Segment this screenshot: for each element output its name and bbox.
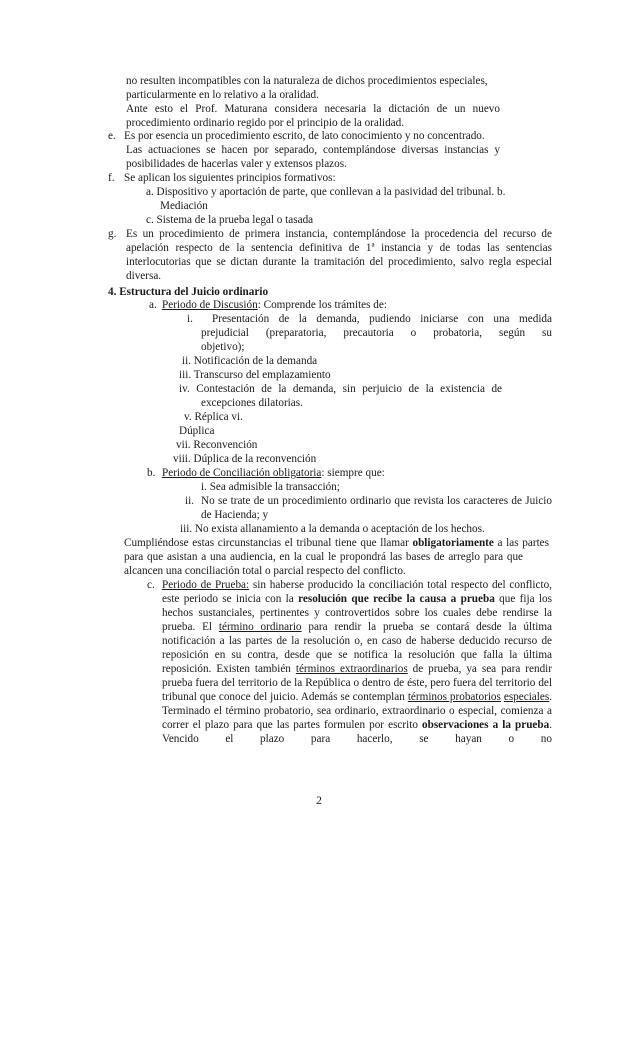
text-line: particularmente en lo relativo a la oralidad.	[126, 89, 319, 101]
text-line	[162, 662, 552, 676]
text-line: para que asistan a una audiencia, en la cual le propondrá las bases de arreglo para que	[124, 551, 523, 563]
text-line: interlocutorias que se dictan durante la tramitación del procedimiento, salvo regla especial	[126, 256, 552, 268]
subsection-line	[162, 298, 387, 312]
subsection-line	[162, 466, 385, 480]
page-number: 2	[316, 795, 322, 807]
list-marker: g.	[108, 228, 117, 240]
text-span: de prueba, ya sea para rendir	[407, 663, 552, 675]
text-line: posibilidades de hacerlas valer y extensos plazos.	[126, 158, 347, 170]
text-line: Las actuaciones se hacen por separado, contemplándose diversas instancias y	[126, 144, 500, 156]
text-line: prejudicial (preparatoria, precautoria o probatoria, según su	[201, 327, 552, 339]
text-line: procedimiento ordinario regido por el principio de la oralidad.	[126, 117, 405, 129]
text-line: No se trate de un procedimiento ordinario que revista los caracteres de Juicio	[201, 495, 552, 507]
text-line: Mediación	[160, 200, 208, 212]
text-line	[162, 620, 552, 634]
underlined-term: especiales	[503, 691, 550, 703]
text-line: de Hacienda; y	[201, 509, 269, 521]
text-line	[162, 690, 552, 704]
bold-term: obligatoriamente	[412, 537, 494, 549]
subsection-title: Periodo de Prueba:	[162, 579, 250, 591]
bold-term: observaciones a la prueba	[422, 719, 550, 731]
text-line: notificación a las partes de la resolución o, en caso de haberse deducido recurso de	[162, 635, 552, 647]
text-span: sin haberse producido la conciliación total respecto del conflicto,	[249, 579, 552, 591]
subsection-title: Periodo de Conciliación obligatoria	[162, 467, 322, 479]
text-line: Es un procedimiento de primera instancia, contemplándose la procedencia del recurso de	[126, 228, 552, 240]
text-span: reposición. Existen también	[162, 663, 296, 675]
text-span: a las partes	[493, 537, 549, 549]
text-line: c. Sistema de la prueba legal o tasada	[146, 214, 314, 226]
list-marker: e.	[108, 130, 116, 142]
text-span: para rendir la prueba se contará desde la última	[301, 621, 552, 633]
text-span: que fija los	[494, 593, 552, 605]
text-line: Terminado el término probatorio, sea ordinario, extraordinario o especial, comienza a	[162, 705, 552, 717]
text-line: excepciones dilatorias.	[201, 397, 303, 409]
list-marker: c.	[147, 579, 155, 591]
text-line: iii. No exista allanamiento a la demanda o aceptación de los hechos.	[180, 523, 485, 535]
text-line: no resulten incompatibles con la naturaleza de dichos procedimientos especiales,	[126, 75, 488, 87]
text-line: Vencido el plazo para hacerlo, se hayan o no	[162, 733, 552, 745]
text-line: Presentación de la demanda, pudiendo iniciarse con una medida	[212, 313, 552, 325]
subsection-text: : Comprende los trámites de:	[257, 299, 387, 311]
text-line: Es por esencia un procedimiento escrito, de lato conocimiento y no concentrado.	[124, 130, 485, 142]
text-line: v. Réplica vi.	[184, 411, 243, 423]
text-span: .	[549, 691, 553, 703]
bold-term: resolución que recibe la causa a prueba	[298, 593, 495, 605]
text-line: vii. Reconvención	[176, 439, 258, 451]
text-line	[162, 718, 552, 732]
section-heading: 4. Estructura del Juicio ordinario	[108, 286, 269, 298]
underlined-term: términos extraordinarios	[295, 663, 408, 675]
text-span: correr el plazo para que las partes formulen por escrito	[162, 719, 422, 731]
text-line: a. Dispositivo y aportación de parte, que conllevan a la pasividad del tribunal. b.	[146, 186, 506, 198]
list-marker: f.	[108, 172, 115, 184]
text-line: diversa.	[126, 270, 162, 282]
text-line: alcancen una conciliación total o parcial respecto del conflicto.	[124, 565, 406, 577]
underlined-term: término ordinario	[218, 621, 302, 633]
text-span: .	[549, 719, 552, 731]
text-line	[162, 592, 552, 606]
text-line: iv. Contestación de la demanda, sin perjuicio de la existencia de	[179, 383, 502, 395]
list-marker: i.	[187, 313, 193, 325]
subsection-title: Periodo de Discusión	[162, 299, 258, 311]
underlined-term: términos probatorios	[407, 691, 501, 703]
text-line: Ante esto el Prof. Maturana considera necesaria la dictación de un nuevo	[126, 103, 500, 115]
text-line: iii. Transcurso del emplazamiento	[179, 369, 331, 381]
text-line: ii. Notificación de la demanda	[182, 355, 318, 367]
list-marker: a.	[149, 299, 157, 311]
text-span: tribunal que conoce del juicio. Además se contemplan	[162, 691, 408, 703]
text-line: Dúplica	[179, 425, 215, 437]
list-marker: ii.	[185, 495, 195, 507]
list-marker: b.	[147, 467, 156, 479]
text-line: i. Sea admisible la transacción;	[201, 481, 340, 493]
text-line	[162, 578, 552, 592]
text-line: reposición en su contra, desde que se notifica la resolución que falla la última	[162, 649, 552, 661]
text-line	[124, 536, 549, 550]
text-span: este periodo se inicia con la	[162, 593, 299, 605]
text-line: viii. Dúplica de la reconvención	[173, 453, 317, 465]
text-line: Se aplican los siguientes principios formativos:	[124, 172, 336, 184]
text-line: objetivo);	[201, 341, 245, 353]
subsection-text: : siempre que:	[321, 467, 385, 479]
text-span: prueba. El	[162, 621, 219, 633]
text-span: Cumpliéndose estas circunstancias el tribunal tiene que llamar	[124, 537, 413, 549]
text-line: hechos sustanciales, pertinentes y controvertidos sobre los cuales debe rendirse la	[162, 607, 552, 619]
text-line: apelación respecto de la sentencia definitiva de 1ª instancia y de todas las sentencias	[126, 242, 552, 254]
text-line: prueba fuera del territorio de la República o dentro de éste, pero fuera del territorio del	[162, 677, 552, 689]
